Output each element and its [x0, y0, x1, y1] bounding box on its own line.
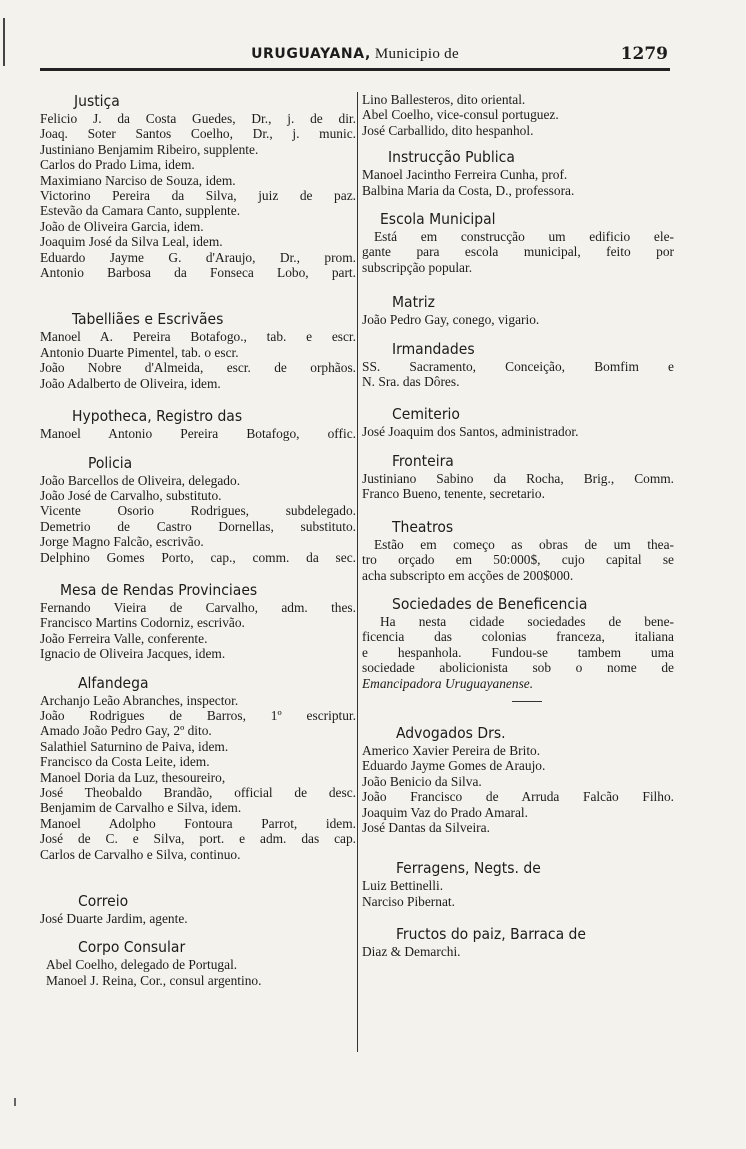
entry-line: N. Sra. das Dôres. — [362, 374, 460, 390]
section-heading: Mesa de Rendas Provinciaes — [60, 580, 258, 599]
entry-line: João Adalberto de Oliveira, idem. — [40, 375, 221, 391]
section-heading: Hypotheca, Registro das — [72, 407, 243, 426]
entry-line: Carlos do Prado Lima, idem. — [40, 157, 195, 173]
entry-line: Ha nesta cidade sociedades de bene- — [380, 613, 674, 629]
entry-line: Jorge Magno Falcão, escrivão. — [40, 534, 204, 550]
section-heading: Matriz — [392, 293, 435, 312]
section-heading: Instrucção Publica — [388, 148, 515, 167]
entry-line: João Ferreira Valle, conferente. — [40, 630, 208, 646]
entry-line: sociedade abolicionista sob o nome de — [362, 660, 674, 676]
entry-line: João Pedro Gay, conego, vigario. — [362, 312, 540, 328]
entry-line: Maximiano Narciso de Souza, idem. — [40, 172, 236, 188]
entry-line: Justiniano Benjamim Ribeiro, supplente. — [40, 141, 259, 157]
section-heading: Advogados Drs. — [396, 723, 506, 742]
section-heading: Fronteira — [392, 451, 454, 470]
entry-line: subscripção popular. — [362, 259, 473, 275]
entry-line: Joaquim José da Silva Leal, idem. — [40, 234, 223, 250]
entry-line: Benjamim de Carvalho e Silva, idem. — [40, 800, 242, 816]
entry-line: João Nobre d'Almeida, escr. de orphãos. — [40, 360, 356, 376]
entry-line: Joaquim Vaz do Prado Amaral. — [362, 804, 528, 820]
entry-line: João José de Carvalho, substituto. — [40, 487, 222, 503]
left-column — [40, 92, 356, 988]
entry-line: ficencia das colonias franceza, italiana — [362, 629, 674, 645]
section-heading: Sociedades de Beneficencia — [392, 594, 588, 613]
section-separator — [512, 701, 542, 702]
entry-line: Está em construcção um edificio ele- — [374, 229, 674, 245]
entry-line: Luiz Bettinelli. — [362, 878, 444, 894]
entry-line: José Carballido, dito hespanhol. — [362, 122, 534, 138]
section-heading: Corpo Consular — [78, 938, 186, 957]
entry-line: Carlos de Carvalho e Silva, continuo. — [40, 846, 241, 862]
entry-line: Ignacio de Oliveira Jacques, idem. — [40, 646, 226, 662]
entry-line: José Joaquim dos Santos, administrador. — [362, 424, 579, 440]
entry-line: Joaq. Soter Santos Coelho, Dr., j. munic. — [40, 126, 356, 142]
page-number: 1279 — [620, 44, 668, 64]
header-rule — [40, 68, 670, 71]
section-heading: Fructos do paiz, Barraca de — [396, 925, 586, 944]
entry-line: Estevão da Camara Canto, supplente. — [40, 203, 241, 219]
entry-line: Victorino Pereira da Silva, juiz de paz. — [40, 188, 356, 204]
section-heading: Correio — [78, 892, 129, 911]
entry-line: Antonio Duarte Pimentel, tab. o escr. — [40, 344, 239, 360]
entry-line: Demetrio de Castro Dornellas, substituto. — [40, 518, 356, 534]
entry-line: Abel Coelho, vice-consul portuguez. — [362, 107, 559, 123]
entry-line: José Theobaldo Brandão, official de desc. — [40, 785, 356, 800]
section-heading: Policia — [88, 453, 133, 472]
right-column — [362, 92, 674, 960]
entry-line: Manoel Doria da Luz, thesoureiro, — [40, 769, 226, 785]
entry-line: Amado João Pedro Gay, 2º dito. — [40, 723, 212, 739]
entry-line: José Dantas da Silveira. — [362, 819, 490, 835]
page-header — [40, 44, 670, 70]
entry-line: José de C. e Silva, port. e adm. das cap. — [40, 831, 356, 847]
entry-line: Manoel Adolpho Fontoura Parrot, idem. — [40, 815, 356, 831]
entry-line: e hespanhola. Fundou-se tambem uma — [362, 644, 674, 660]
section-heading: Alfandega — [78, 673, 149, 692]
section-heading: Tabelliães e Escrivães — [72, 310, 224, 329]
entry-line: Lino Ballesteros, dito oriental. — [362, 92, 526, 107]
entry-line: Justiniano Sabino da Rocha, Brig., Comm. — [362, 470, 674, 486]
entry-line: Manoel Antonio Pereira Botafogo, offic. — [40, 426, 356, 442]
section-heading: Escola Municipal — [380, 210, 496, 229]
entry-line: João Barcellos de Oliveira, delegado. — [40, 472, 241, 488]
section-heading: Irmandades — [392, 339, 475, 358]
entry-line: Archanjo Leão Abranches, inspector. — [40, 692, 239, 708]
section-heading: Ferragens, Negts. de — [396, 859, 541, 878]
running-title: URUGUAYANA, Municipio de — [251, 46, 459, 62]
entry-line: gante para escola municipal, feito por — [362, 244, 674, 260]
entry-line: Manoel A. Pereira Botafogo., tab. e escr. — [40, 329, 356, 345]
entry-line: Francisco da Costa Leite, idem. — [40, 754, 210, 770]
entry-line: Salathiel Saturnino de Paiva, idem. — [40, 738, 229, 754]
entry-line: José Duarte Jardim, agente. — [40, 911, 188, 927]
entry-line: Diaz & Demarchi. — [362, 944, 461, 960]
entry-line: Estão em começo as obras de um thea- — [374, 536, 674, 552]
entry-line: Abel Coelho, delegado de Portugal. — [46, 957, 238, 973]
entry-line: Fernando Vieira de Carvalho, adm. thes. — [40, 599, 356, 615]
entry-line: Manoel J. Reina, Cor., consul argentino. — [46, 972, 262, 988]
entry-line: Felicio J. da Costa Guedes, Dr., j. de dir. — [40, 111, 356, 126]
section-heading: Theatros — [392, 517, 454, 536]
entry-line: Vicente Osorio Rodrigues, subdelegado. — [40, 503, 356, 519]
section-heading: Cemiterio — [392, 405, 460, 424]
entry-line: Americo Xavier Pereira de Brito. — [362, 742, 541, 758]
entry-line: Narciso Pibernat. — [362, 893, 455, 909]
entry-line: João Rodrigues de Barros, 1º escriptur. — [40, 707, 356, 723]
column-divider — [357, 92, 358, 1052]
entry-line: Eduardo Jayme Gomes de Araujo. — [362, 758, 546, 774]
entry-line: Balbina Maria da Costa, D., professora. — [362, 182, 575, 198]
margin-mark — [14, 1098, 16, 1106]
entry-line: Delphino Gomes Porto, cap., comm. da sec. — [40, 549, 356, 565]
entry-line: João Francisco de Arruda Falcão Filho. — [362, 789, 674, 805]
margin-mark — [3, 18, 5, 66]
entry-line: Eduardo Jayme G. d'Araujo, Dr., prom. — [40, 249, 356, 265]
entry-line: Francisco Martins Codorniz, escrivão. — [40, 615, 245, 631]
entry-line: SS. Sacramento, Conceição, Bomfim e — [362, 358, 674, 374]
entry-line: Antonio Barbosa da Fonseca Lobo, part. — [40, 265, 356, 281]
entry-line: João de Oliveira Garcia, idem. — [40, 218, 204, 234]
section-heading: Justiça — [74, 92, 120, 110]
entry-line: tro orçado em 50:000$, cujo capital se — [362, 552, 674, 568]
entry-line: acha subscripto em acções de 200$000. — [362, 567, 574, 583]
entry-line: João Benicio da Silva. — [362, 773, 482, 789]
entry-line: Manoel Jacintho Ferreira Cunha, prof. — [362, 167, 568, 183]
entry-line: Franco Bueno, tenente, secretario. — [362, 486, 545, 502]
entry-line-italic: Emancipadora Uruguayanense. — [362, 675, 534, 691]
